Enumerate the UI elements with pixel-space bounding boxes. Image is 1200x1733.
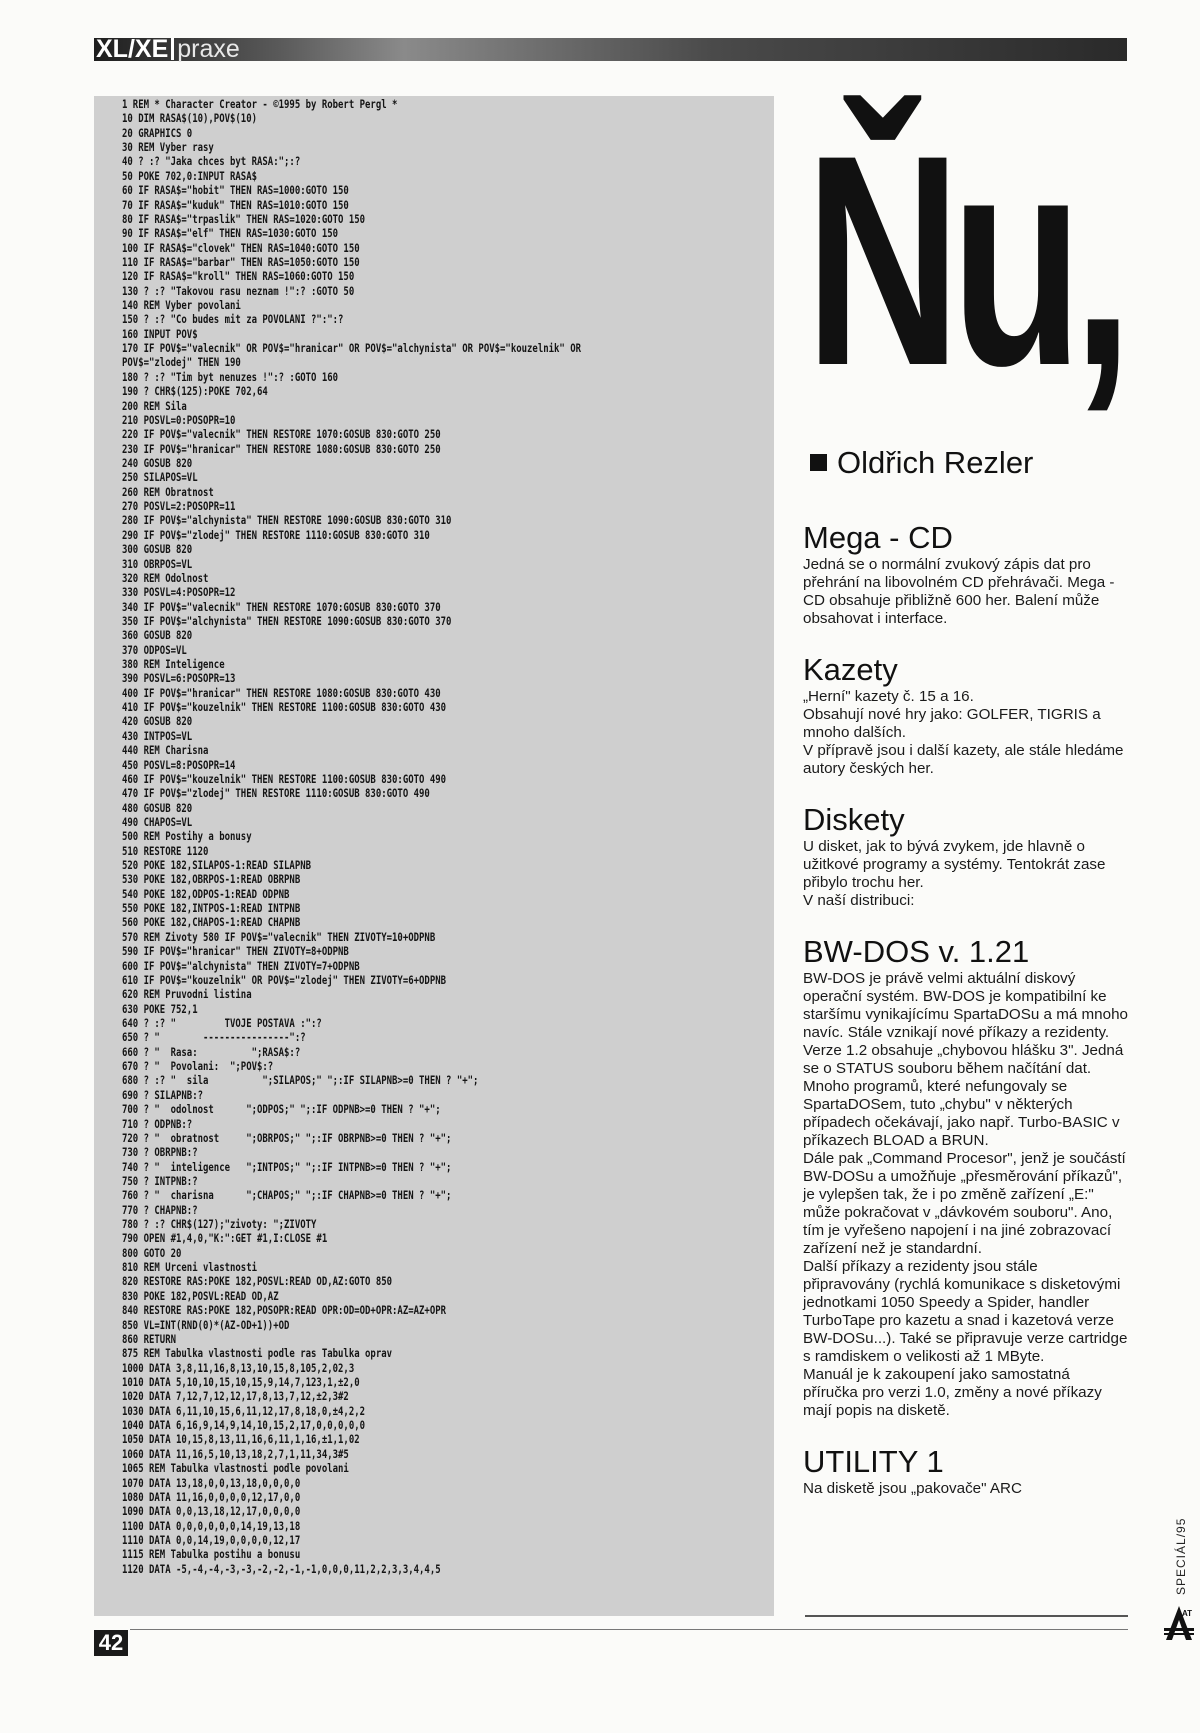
- section-paragraph: Další příkazy a rezidenty jsou stále připravovány (rychlá komunikace s disketovými jednotkami 1050 Speedy a Spider, handler TurboTape pro kazetu a snad i kazetová verze BW-DOSu...). Také se připravuje verze cartridge s ramdiskem o velikosti až 1 MByte.: [803, 1258, 1128, 1365]
- code-line: 1080 DATA 11,16,0,0,0,0,12,17,0,0: [122, 1489, 301, 1504]
- code-line: 1110 DATA 0,0,14,19,0,0,0,0,12,17: [122, 1532, 301, 1547]
- code-line: 1100 DATA 0,0,0,0,0,0,14,19,13,18: [122, 1518, 301, 1533]
- code-line: 720 ? " obratnost ";OBRPOS;" ";:IF OBRPNB>=0 THEN ? "+";: [122, 1130, 452, 1145]
- code-line: 310 OBRPOS=VL: [122, 556, 193, 571]
- code-line: 1 REM * Character Creator - ©1995 by Robert Pergl *: [122, 97, 398, 111]
- code-line: 620 REM Pruvodni listina: [122, 987, 252, 1002]
- code-line: 290 IF POV$="zlodej" THEN RESTORE 1110:GOSUB 830:GOTO 310: [122, 527, 430, 542]
- code-line: 390 POSVL=6:POSOPR=13: [122, 671, 236, 686]
- section-paragraph: Na disketě jsou „pakovače" ARC: [803, 1480, 1022, 1497]
- code-line: 680 ? :? " sila ";SILAPOS;" ";:IF SILAPNB>=0 THEN ? "+";: [122, 1073, 479, 1088]
- code-line: 120 IF RASA$="kroll" THEN RAS=1060:GOTO 150: [122, 269, 355, 284]
- code-line: 100 IF RASA$="clovek" THEN RAS=1040:GOTO 150: [122, 240, 360, 255]
- code-line: 460 IF POV$="kouzelnik" THEN RESTORE 1100:GOSUB 830:GOTO 490: [122, 771, 447, 786]
- code-line: 200 REM Sila: [122, 398, 187, 413]
- section-paragraph: Dále pak „Command Procesor", jenž je součástí BW-DOSu a umožňuje „přesměrování příkazů", je vylepšen tak, že i po změně zařízení „E:" může pokračovat v „dávkovém souboru". Ano, tím je vyřešeno napojení i na jiné zobrazovací zařízení než je standardní.: [803, 1150, 1126, 1257]
- section-tag-main: XL/XE: [96, 35, 169, 63]
- code-line: 180 ? :? "Tim byt nenuzes !":? :GOTO 160: [122, 369, 339, 384]
- column-end-rule: [805, 1615, 1128, 1617]
- section-heading: BW-DOS v. 1.21: [803, 934, 1030, 969]
- bullet-square-icon: [810, 454, 827, 471]
- code-line: 430 INTPOS=VL: [122, 728, 193, 743]
- section-tag-sub: praxe: [177, 35, 240, 63]
- code-line: 670 ? " Povolani: ";POV$:?: [122, 1059, 274, 1074]
- code-line: 480 GOSUB 820: [122, 800, 193, 815]
- code-line: 50 POKE 702,0:INPUT RASA$: [122, 168, 258, 183]
- code-line: 1010 DATA 5,10,10,15,10,15,9,14,7,123,1,±2,0: [122, 1374, 360, 1389]
- code-line: 140 REM Vyber povolani: [122, 298, 241, 313]
- code-line: 210 POSVL=0:POSOPR=10: [122, 412, 236, 427]
- code-line: 270 POSVL=2:POSOPR=11: [122, 499, 236, 514]
- code-line: 300 GOSUB 820: [122, 542, 193, 557]
- logo-text: AT: [1182, 1609, 1193, 1618]
- code-line: 160 INPUT POV$: [122, 326, 198, 341]
- code-line: 80 IF RASA$="trpaslik" THEN RAS=1020:GOTO 150: [122, 211, 366, 226]
- code-listing: [122, 97, 629, 1576]
- code-line: 590 IF POV$="hranicar" THEN ZIVOTY=8+ODPNB: [122, 944, 349, 959]
- section-gap: [803, 778, 1128, 802]
- code-line: 150 ? :? "Co budes mit za POVOLANI ?":":?: [122, 312, 344, 327]
- code-line: 130 ? :? "Takovou rasu neznam !":? :GOTO 50: [122, 283, 355, 298]
- code-line: 610 IF POV$="kouzelnik" OR POV$="zlodej" THEN ZIVOTY=6+ODPNB: [122, 972, 447, 987]
- code-line: 410 IF POV$="kouzelnik" THEN RESTORE 1100:GOSUB 830:GOTO 430: [122, 700, 447, 715]
- section-paragraph: V přípravě jsou i další kazety, ale stále hledáme autory českých her.: [803, 742, 1124, 777]
- code-line: 490 CHAPOS=VL: [122, 814, 193, 829]
- code-line: 780 ? :? CHR$(127);"zivoty: ";ZIVOTY: [122, 1217, 317, 1232]
- section-paragraph: Verze 1.2 obsahuje „chybovou hlášku 3". Jedná se o STATUS souboru během načítání dat. Mnoho programů, které nefungovaly se SpartaDOSem, tuto „chybu" v některých případech očekávají, jako např. Turbo-BASIC v příkazech BLOAD a BRUN.: [803, 1042, 1124, 1149]
- code-line: 1030 DATA 6,11,10,15,6,11,12,17,8,18,0,±4,2,2: [122, 1403, 366, 1418]
- code-line: 810 REM Urceni vlastnosti: [122, 1260, 258, 1275]
- code-line: 470 IF POV$="zlodej" THEN RESTORE 1110:GOSUB 830:GOTO 490: [122, 786, 430, 801]
- section-paragraph: V naší distribuci:: [803, 892, 915, 909]
- author-name: Oldřich Rezler: [837, 445, 1034, 480]
- code-line: 760 ? " charisna ";CHAPOS;" ";:IF CHAPNB>=0 THEN ? "+";: [122, 1188, 452, 1203]
- code-line: 710 ? ODPNB:?: [122, 1116, 193, 1131]
- code-line: 600 IF POV$="alchynista" THEN ZIVOTY=7+ODPNB: [122, 958, 360, 973]
- code-line: 1020 DATA 7,12,7,12,12,17,8,13,7,12,±2,3#2: [122, 1389, 349, 1404]
- code-line: 800 GOTO 20: [122, 1245, 182, 1260]
- section-heading: Diskety: [803, 802, 905, 837]
- code-line: 840 RESTORE RAS:POKE 182,POSOPR:READ OPR:OD=OD+OPR:AZ=AZ+OPR: [122, 1303, 447, 1318]
- code-line: 730 ? OBRPNB:?: [122, 1145, 198, 1160]
- code-line: 30 REM Vyber rasy: [122, 140, 214, 155]
- code-line: 420 GOSUB 820: [122, 714, 193, 729]
- code-line: 1040 DATA 6,16,9,14,9,14,10,15,2,17,0,0,0,0,0: [122, 1418, 366, 1433]
- code-line: 830 POKE 182,POSVL:READ OD,AZ: [122, 1288, 279, 1303]
- code-line: 60 IF RASA$="hobit" THEN RAS=1000:GOTO 150: [122, 183, 349, 198]
- section-paragraph: Jedná se o normální zvukový zápis dat pro přehrání na libovolném CD přehrávači. Mega - CD obsahuje přibližně 600 her. Balení může obsahovat i interface.: [803, 556, 1115, 627]
- code-line: 740 ? " inteligence ";INTPOS;" ";:IF INTPNB>=0 THEN ? "+";: [122, 1159, 452, 1174]
- page-number: 42: [94, 1630, 128, 1656]
- magazine-logo-icon: [1162, 1602, 1196, 1642]
- code-line: 650 ? " ----------------":?: [122, 1030, 306, 1045]
- section-gap: [803, 628, 1128, 652]
- code-line: 330 POSVL=4:POSOPR=12: [122, 585, 236, 600]
- code-line: 110 IF RASA$="barbar" THEN RAS=1050:GOTO 150: [122, 254, 360, 269]
- code-line: 630 POKE 752,1: [122, 1001, 198, 1016]
- code-line: 850 VL=INT(RND(0)*(AZ-OD+1))+OD: [122, 1317, 290, 1332]
- section-gap: [803, 1420, 1128, 1444]
- code-line: 400 IF POV$="hranicar" THEN RESTORE 1080:GOSUB 830:GOTO 430: [122, 685, 441, 700]
- code-line: 520 POKE 182,SILAPOS-1:READ SILAPNB: [122, 858, 312, 873]
- code-line: 280 IF POV$="alchynista" THEN RESTORE 1090:GOSUB 830:GOTO 310: [122, 513, 452, 528]
- code-line: 1050 DATA 10,15,8,13,11,16,6,11,1,16,±1,1,02: [122, 1432, 360, 1447]
- code-line: 640 ? :? " TVOJE POSTAVA :":?: [122, 1016, 322, 1030]
- code-line: 20 GRAPHICS 0: [122, 125, 193, 140]
- code-line: 700 ? " odolnost ";ODPOS;" ";:IF ODPNB>=0 THEN ? "+";: [122, 1102, 441, 1117]
- code-line: 440 REM Charisna: [122, 743, 209, 758]
- code-line: 820 RESTORE RAS:POKE 182,POSVL:READ OD,AZ:GOTO 850: [122, 1274, 393, 1289]
- code-line: 220 IF POV$="valecnik" THEN RESTORE 1070:GOSUB 830:GOTO 250: [122, 427, 441, 442]
- section-heading: Mega - CD: [803, 520, 953, 555]
- code-line: 1070 DATA 13,18,0,0,13,18,0,0,0,0: [122, 1475, 301, 1490]
- code-line: 240 GOSUB 820: [122, 455, 193, 470]
- section-paragraph: „Herní" kazety č. 15 a 16.: [803, 688, 974, 705]
- code-line: 1115 REM Tabulka postihu a bonusu: [122, 1547, 301, 1562]
- author-byline: [810, 445, 1033, 481]
- code-line: 10 DIM RASA$(10),POV$(10): [122, 111, 258, 126]
- code-line: 750 ? INTPNB:?: [122, 1173, 198, 1188]
- code-line: 90 IF RASA$="elf" THEN RAS=1030:GOTO 150: [122, 226, 339, 241]
- section-paragraph: Obsahují nové hry jako: GOLFER, TIGRIS a mnoho dalších.: [803, 706, 1101, 741]
- code-line: 500 REM Postihy a bonusy: [122, 829, 252, 844]
- code-line: 790 OPEN #1,4,0,"K:":GET #1,I:CLOSE #1: [122, 1231, 328, 1246]
- section-heading: UTILITY 1: [803, 1444, 944, 1479]
- code-line: 660 ? " Rasa: ";RASA$:?: [122, 1044, 301, 1059]
- code-line: 360 GOSUB 820: [122, 628, 193, 643]
- code-line: 250 SILAPOS=VL: [122, 470, 198, 485]
- tag-separator: [171, 38, 174, 60]
- code-line: 540 POKE 182,ODPOS-1:READ ODPNB: [122, 886, 290, 901]
- code-line: 1090 DATA 0,0,13,18,12,17,0,0,0,0: [122, 1504, 301, 1519]
- code-line: 450 POSVL=8:POSOPR=14: [122, 757, 236, 772]
- code-line: 690 ? SILAPNB:?: [122, 1087, 204, 1102]
- code-line: 510 RESTORE 1120: [122, 843, 209, 858]
- code-line: 860 RETURN: [122, 1331, 177, 1346]
- section-heading: Kazety: [803, 652, 898, 687]
- footer-rule: [130, 1629, 1128, 1630]
- code-line: 320 REM Odolnost: [122, 570, 209, 585]
- code-line: 1060 DATA 11,16,5,10,13,18,2,7,1,11,34,3#5: [122, 1446, 349, 1461]
- code-line: 190 ? CHR$(125):POKE 702,64: [122, 384, 268, 399]
- headline-text: Ňu,: [805, 92, 1123, 428]
- section-paragraph: BW-DOS je právě velmi aktuální diskový operační systém. BW-DOS je kompatibilní ke staršímu vynikajícímu SpartaDOSu a má mnoho navíc. Stále vznikají nové příkazy a rezidenty.: [803, 970, 1128, 1041]
- code-line: 340 IF POV$="valecnik" THEN RESTORE 1070:GOSUB 830:GOTO 370: [122, 599, 441, 614]
- header-bar: [94, 38, 1127, 61]
- code-line: 875 REM Tabulka vlastnosti podle ras Tabulka oprav: [122, 1346, 393, 1361]
- code-line: 350 IF POV$="alchynista" THEN RESTORE 1090:GOSUB 830:GOTO 370: [122, 613, 452, 628]
- code-line: 170 IF POV$="valecnik" OR POV$="hranicar" OR POV$="alchynista" OR POV$="kouzelnik" OR: [122, 341, 582, 356]
- article-column: [803, 520, 1128, 1498]
- code-line: 370 ODPOS=VL: [122, 642, 187, 657]
- code-line: 70 IF RASA$="kuduk" THEN RAS=1010:GOTO 150: [122, 197, 349, 212]
- code-line: POV$="zlodej" THEN 190: [122, 355, 241, 370]
- code-line: 1120 DATA -5,-4,-4,-3,-3,-2,-2,-1,-1,0,0,0,11,2,2,3,3,4,4,5: [122, 1561, 441, 1576]
- section-paragraph: Manuál je k zakoupení jako samostatná příručka pro verzi 1.0, změny a nové příkazy mají popis na disketě.: [803, 1366, 1102, 1419]
- edition-label: SPECIÁL/95: [1174, 1517, 1188, 1595]
- code-line: 40 ? :? "Jaka chces byt RASA:";:?: [122, 154, 301, 169]
- code-line: 560 POKE 182,CHAPOS-1:READ CHAPNB: [122, 915, 301, 930]
- code-line: 530 POKE 182,OBRPOS-1:READ OBRPNB: [122, 872, 301, 887]
- code-line: 380 REM Inteligence: [122, 657, 225, 672]
- code-line: 1000 DATA 3,8,11,16,8,13,10,15,8,105,2,02,3: [122, 1360, 355, 1375]
- code-line: 1065 REM Tabulka vlastnosti podle povolani: [122, 1461, 349, 1476]
- code-line: 260 REM Obratnost: [122, 484, 214, 499]
- section-gap: [803, 910, 1128, 934]
- section-paragraph: U disket, jak to bývá zvykem, jde hlavně o užitkové programy a systémy. Tentokrát zase přibylo trochu her.: [803, 838, 1106, 891]
- code-line: 230 IF POV$="hranicar" THEN RESTORE 1080:GOSUB 830:GOTO 250: [122, 441, 441, 456]
- code-line: 570 REM Zivoty 580 IF POV$="valecnik" THEN ZIVOTY=10+ODPNB: [122, 929, 436, 944]
- code-line: 770 ? CHAPNB:?: [122, 1202, 198, 1217]
- code-line: 550 POKE 182,INTPOS-1:READ INTPNB: [122, 901, 301, 916]
- section-tag: [96, 36, 240, 63]
- headline: [805, 90, 1135, 430]
